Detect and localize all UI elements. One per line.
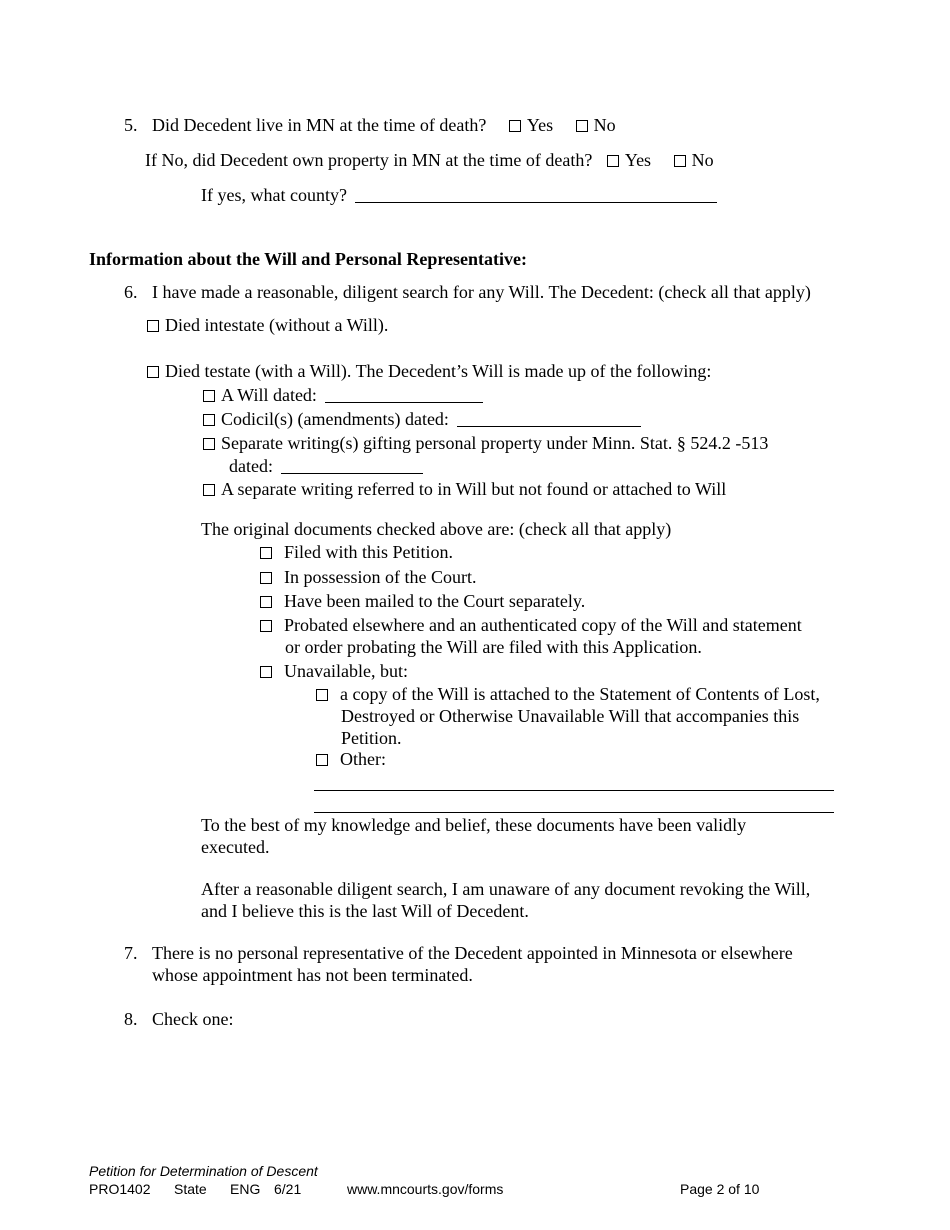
unaware-text-2: and I believe this is the last Will of Decedent. [201,901,529,921]
q5-yes-label: Yes [526,115,554,135]
copy-attached-label-2: Destroyed or Otherwise Unavailable Will that accompanies this [341,706,800,726]
mailed-label: Have been mailed to the Court separately. [284,591,586,611]
q5-question: Did Decedent live in MN at the time of death? [152,115,487,135]
copy-attached-label-1: a copy of the Will is attached to the Statement of Contents of Lost, [340,684,820,704]
executed-text-1: To the best of my knowledge and belief, these documents have been validly [201,815,747,835]
will-dated-field[interactable] [325,386,483,403]
q5-followup-yes-label: Yes [624,150,652,170]
q6-number: 6. [124,282,138,302]
q7-text-2: whose appointment has not been terminated. [152,965,473,985]
possession-checkbox[interactable] [260,572,272,584]
probated-label-1: Probated elsewhere and an authenticated copy of the Will and statement [284,615,802,635]
possession-row [260,566,477,588]
copy-attached-checkbox[interactable] [316,689,328,701]
county-row [201,184,717,206]
executed-text-2: executed. [201,837,270,857]
codicil-dated-field[interactable] [457,410,641,427]
copy-attached-label-3: Petition. [341,728,402,748]
probated-label-2: or order probating the Will are filed with this Application. [285,637,702,657]
county-field[interactable] [355,186,717,203]
unavailable-label: Unavailable, but: [284,661,408,681]
probated-row [260,614,802,636]
will-dated-row [203,384,483,406]
unavailable-row [260,660,408,682]
q5-no-checkbox[interactable] [576,120,588,132]
q5-followup-yes-checkbox[interactable] [607,155,619,167]
other-row [316,748,386,770]
mailed-checkbox[interactable] [260,596,272,608]
filed-label: Filed with this Petition. [284,542,454,562]
other-checkbox[interactable] [316,754,328,766]
footer-page: Page 2 of 10 [680,1181,760,1197]
q7-number: 7. [124,943,138,963]
q5-yes-checkbox[interactable] [509,120,521,132]
separate-writing-dated-label: dated: [229,456,273,476]
other-line-2[interactable] [314,812,834,813]
q8-row [124,1008,233,1030]
will-dated-label: A Will dated: [221,385,317,405]
testate-label: Died testate (with a Will). The Decedent’s Will is made up of the following: [165,361,712,381]
separate-writing-row [203,432,768,454]
q5-row [124,114,616,136]
footer-title: Petition for Determination of Descent [89,1163,318,1179]
filed-checkbox[interactable] [260,547,272,559]
section-heading: Information about the Will and Personal Representative: [89,249,528,269]
codicil-checkbox[interactable] [203,414,215,426]
testate-row [147,360,711,382]
q7-row [124,942,793,964]
county-prompt: If yes, what county? [201,185,347,205]
q8-number: 8. [124,1009,138,1029]
will-dated-checkbox[interactable] [203,390,215,402]
other-label: Other: [340,749,386,769]
intestate-checkbox[interactable] [147,320,159,332]
separate-writing-dated-field[interactable] [281,457,423,474]
other-line-1[interactable] [314,790,834,791]
intestate-label: Died intestate (without a Will). [165,315,389,335]
codicil-label: Codicil(s) (amendments) dated: [221,409,449,429]
separate-not-found-checkbox[interactable] [203,484,215,496]
q5-followup-no-label: No [691,150,714,170]
separate-writing-label: Separate writing(s) gifting personal property under Minn. Stat. § 524.2 -513 [221,433,769,453]
q7-text-1: There is no personal representative of the Decedent appointed in Minnesota or elsewhere [152,943,793,963]
unaware-text-1: After a reasonable diligent search, I am unaware of any document revoking the Will, [201,879,811,899]
probated-checkbox[interactable] [260,620,272,632]
mailed-row [260,590,585,612]
intestate-row [147,314,388,336]
separate-not-found-label: A separate writing referred to in Will but not found or attached to Will [221,479,727,499]
q6-text: I have made a reasonable, diligent search for any Will. The Decedent: (check all that apply) [152,282,811,302]
footer-date: 6/21 [274,1181,302,1197]
unavailable-checkbox[interactable] [260,666,272,678]
originals-intro: The original documents checked above are: (check all that apply) [201,519,672,539]
possession-label: In possession of the Court. [284,567,477,587]
footer-state: State [174,1181,207,1197]
codicil-row [203,408,641,430]
separate-not-found-row [203,478,726,500]
q5-followup: If No, did Decedent own property in MN at the time of death? [145,150,593,170]
q5-no-label: No [593,115,616,135]
q8-text: Check one: [152,1009,234,1029]
q5-followup-no-checkbox[interactable] [674,155,686,167]
copy-attached-row [316,683,820,705]
testate-checkbox[interactable] [147,366,159,378]
filed-row [260,541,453,563]
footer-lang: ENG [230,1181,261,1197]
q5-followup-row [145,149,714,171]
q5-number: 5. [124,115,138,135]
footer-url: www.mncourts.gov/forms [347,1181,504,1197]
separate-writing-checkbox[interactable] [203,438,215,450]
q6-row [124,281,811,303]
footer-form-id: PRO1402 [89,1181,151,1197]
separate-writing-dated-row [229,455,423,477]
